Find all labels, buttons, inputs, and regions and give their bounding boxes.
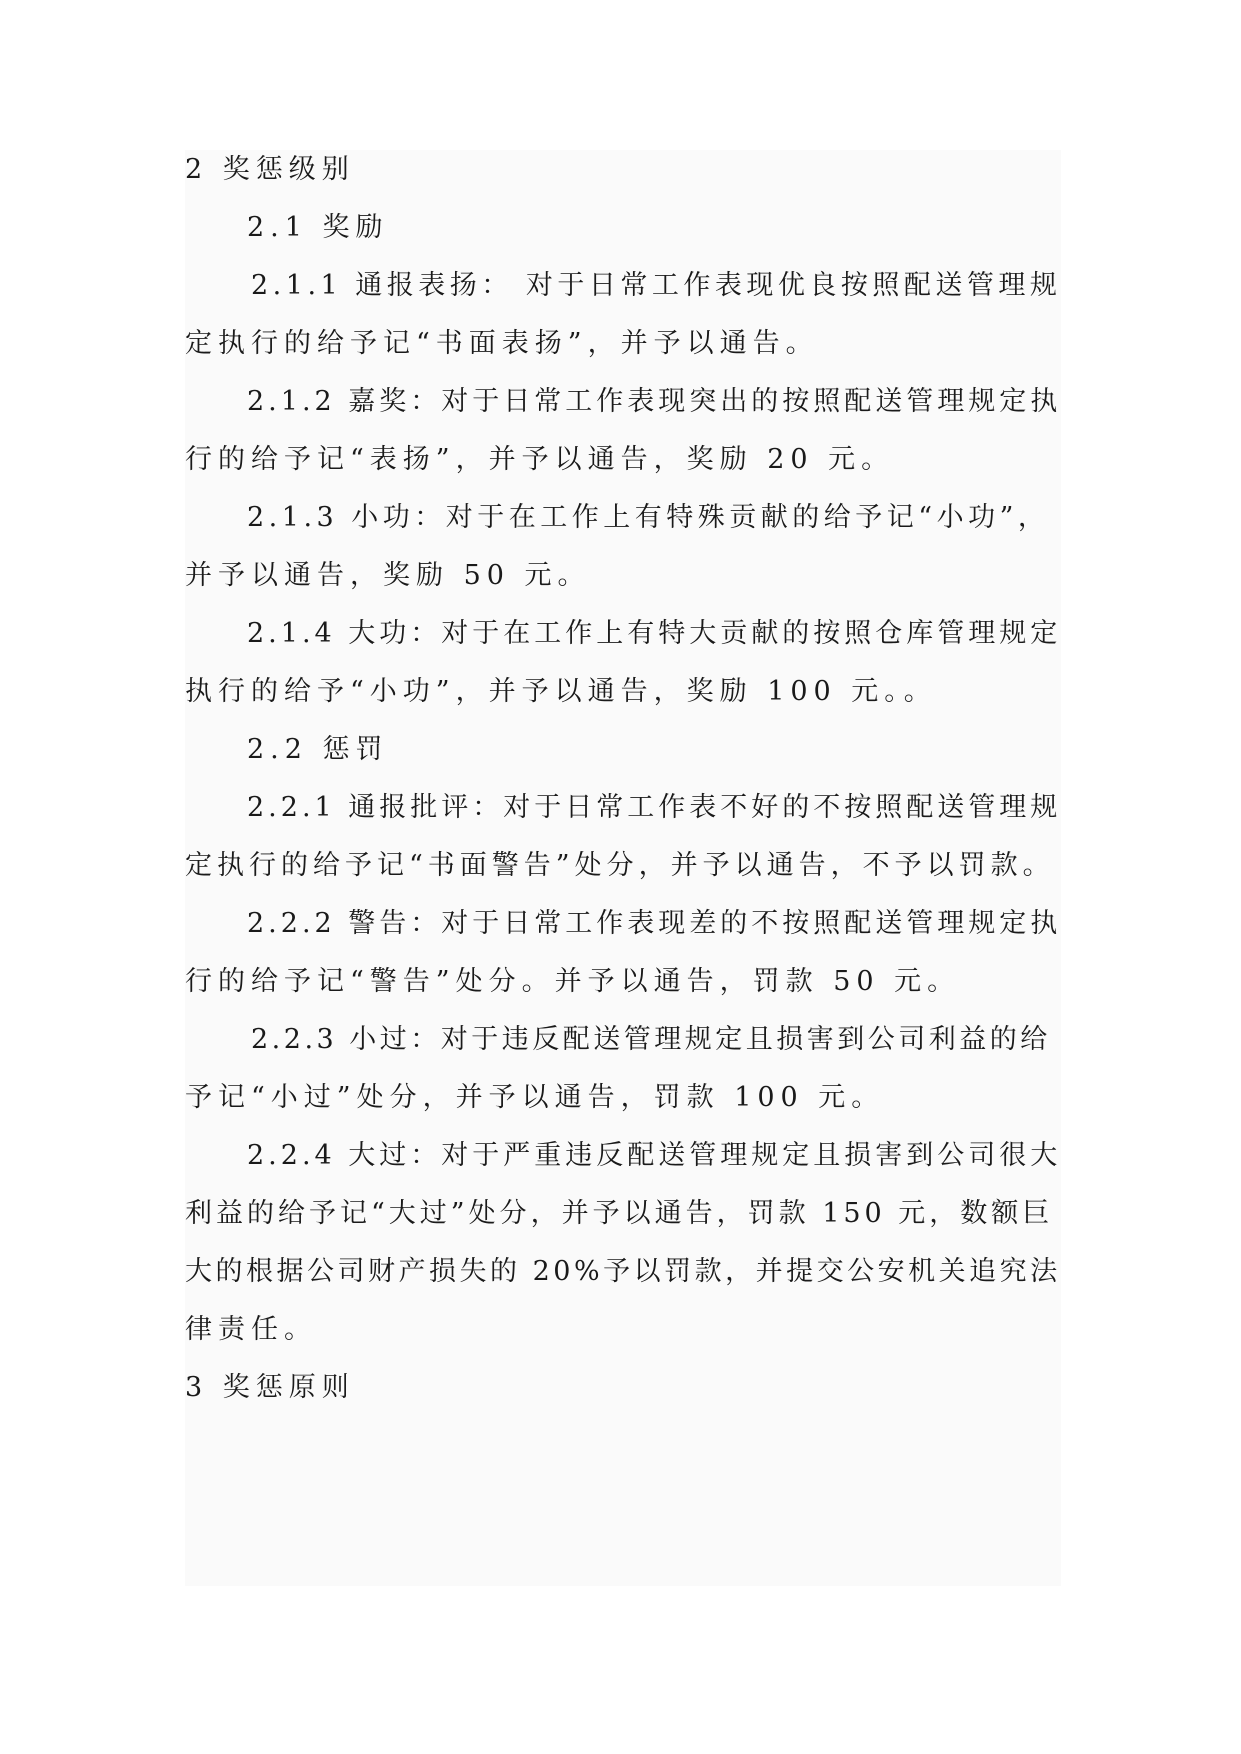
paragraph-2-2-4-line-4: 律责任。: [185, 1314, 317, 1345]
paragraph-2-2-4-line-1: 2.2.4 大过：对于严重违反配送管理规定且损害到公司很大: [247, 1140, 1062, 1171]
paragraph-2-1-1-line-1: 2.1.1 通报表扬： 对于日常工作表现优良按照配送管理规: [251, 270, 1062, 301]
subsection-heading-2-2: 2.2 惩罚: [247, 734, 389, 765]
paragraph-2-2-2-line-1: 2.2.2 警告：对于日常工作表现差的不按照配送管理规定执: [247, 908, 1062, 939]
section-heading-3: 3 奖惩原则: [185, 1372, 355, 1403]
paragraph-2-2-1-line-2: 定执行的给予记“书面警告”处分，并予以通告，不予以罚款。: [185, 850, 1055, 881]
paragraph-2-1-3-line-2: 并予以通告，奖励 50 元。: [185, 560, 591, 591]
paragraph-2-2-1-line-1: 2.2.1 通报批评：对于日常工作表不好的不按照配送管理规: [247, 792, 1062, 823]
paragraph-2-2-3-line-2: 予记“小过”处分，并予以通告，罚款 100 元。: [185, 1082, 885, 1113]
paragraph-2-2-4-line-3: 大的根据公司财产损失的 20%予以罚款，并提交公安机关追究法: [185, 1256, 1061, 1287]
section-heading-2: 2 奖惩级别: [185, 154, 355, 185]
text-block: [185, 150, 1061, 1586]
paragraph-2-2-3-line-1: 2.2.3 小过：对于违反配送管理规定且损害到公司利益的给: [251, 1024, 1051, 1055]
paragraph-2-1-4-line-2: 执行的给予“小功”，并予以通告，奖励 100 元。。: [185, 676, 937, 707]
paragraph-2-1-3-line-1: 2.1.3 小功：对于在工作上有特殊贡献的给予记“小功”，: [247, 502, 1050, 533]
paragraph-2-1-2-line-2: 行的给予记“表扬”，并予以通告，奖励 20 元。: [185, 444, 895, 475]
paragraph-2-2-4-line-2: 利益的给予记“大过”处分，并予以通告，罚款 150 元，数额巨: [185, 1198, 1054, 1229]
paragraph-2-1-2-line-1: 2.1.2 嘉奖：对于日常工作表现突出的按照配送管理规定执: [247, 386, 1062, 417]
paragraph-2-1-1-line-2: 定执行的给予记“书面表扬”，并予以通告。: [185, 328, 819, 359]
subsection-heading-2-1: 2.1 奖励: [247, 212, 389, 243]
paragraph-2-1-4-line-1: 2.1.4 大功：对于在工作上有特大贡献的按照仓库管理规定: [247, 618, 1062, 649]
paragraph-2-2-2-line-2: 行的给予记“警告”处分。并予以通告，罚款 50 元。: [185, 966, 961, 997]
